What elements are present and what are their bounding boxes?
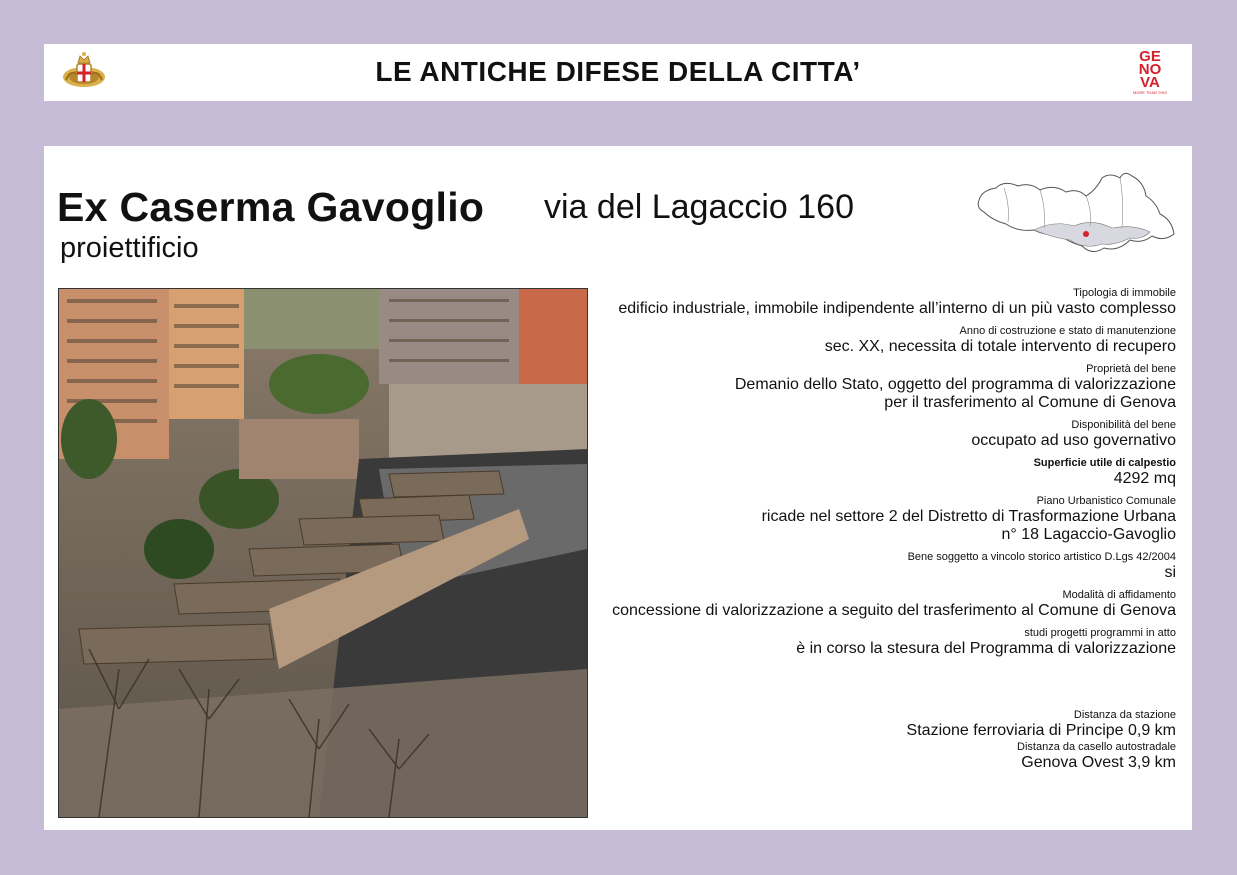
distance-value-casello: Genova Ovest 3,9 km bbox=[1021, 754, 1176, 771]
detail-label-anno: Anno di costruzione e stato di manutenzione bbox=[959, 325, 1176, 337]
detail-label-tipologia: Tipologia di immobile bbox=[1073, 287, 1176, 299]
detail-value-anno: sec. XX, necessita di totale intervento di recupero bbox=[824, 338, 1176, 355]
detail-label-disponibilita: Disponibilità del bene bbox=[1071, 419, 1176, 431]
detail-value-studi: è in corso la stesura del Programma di valorizzazione bbox=[796, 640, 1176, 657]
detail-value-affidamento: concessione di valorizzazione a seguito del trasferimento al Comune di Genova bbox=[612, 602, 1176, 619]
detail-value-piano-line2: n° 18 Lagaccio-Gavoglio bbox=[1001, 526, 1176, 543]
detail-label-proprieta: Proprietà del bene bbox=[1086, 363, 1176, 375]
genova-logo bbox=[1122, 50, 1178, 96]
distance-label-stazione: Distanza da stazione bbox=[1073, 709, 1176, 721]
property-subtitle: proiettificio bbox=[60, 232, 199, 264]
header-title: LE ANTICHE DIFESE DELLA CITTA’ bbox=[375, 56, 861, 87]
detail-label-piano: Piano Urbanistico Comunale bbox=[1036, 495, 1176, 507]
property-address: via del Lagaccio 160 bbox=[544, 188, 855, 226]
detail-value-tipologia: edificio industriale, immobile indipendente all’interno di un più vasto complesso bbox=[618, 300, 1176, 317]
building-photo bbox=[58, 288, 588, 818]
logo-line-1: GE bbox=[1139, 48, 1161, 65]
property-details bbox=[576, 286, 1176, 772]
detail-label-vincolo: Bene soggetto a vincolo storico artistico D.Lgs 42/2004 bbox=[907, 551, 1176, 563]
distance-value-stazione: Stazione ferroviaria di Principe 0,9 km bbox=[906, 722, 1176, 739]
logo-line-3: VA bbox=[1140, 74, 1160, 91]
property-name: Ex Caserma Gavoglio bbox=[57, 184, 485, 230]
distance-label-casello: Distanza da casello autostradale bbox=[1017, 741, 1176, 753]
detail-value-vincolo: si bbox=[1164, 564, 1176, 581]
detail-value-piano: ricade nel settore 2 del Distretto di Trasformazione Urbana bbox=[761, 508, 1176, 525]
logo-line-2: NO bbox=[1138, 61, 1162, 78]
city-map-icon bbox=[974, 170, 1179, 265]
detail-value-disponibilita: occupato ad uso governativo bbox=[971, 432, 1176, 449]
detail-value-proprieta: Demanio dello Stato, oggetto del programma di valorizzazione bbox=[734, 376, 1176, 393]
logo-tagline: MORE THAN THIS bbox=[1132, 90, 1168, 95]
detail-label-superficie: Superficie utile di calpestio bbox=[1033, 457, 1176, 469]
header-banner bbox=[44, 44, 1192, 101]
detail-label-studi: studi progetti programmi in atto bbox=[1024, 627, 1176, 639]
detail-value-proprieta-line2: per il trasferimento al Comune di Genova bbox=[884, 394, 1176, 411]
property-panel bbox=[44, 146, 1192, 830]
detail-value-superficie: 4292 mq bbox=[1113, 470, 1176, 487]
detail-label-affidamento: Modalità di affidamento bbox=[1062, 589, 1176, 601]
